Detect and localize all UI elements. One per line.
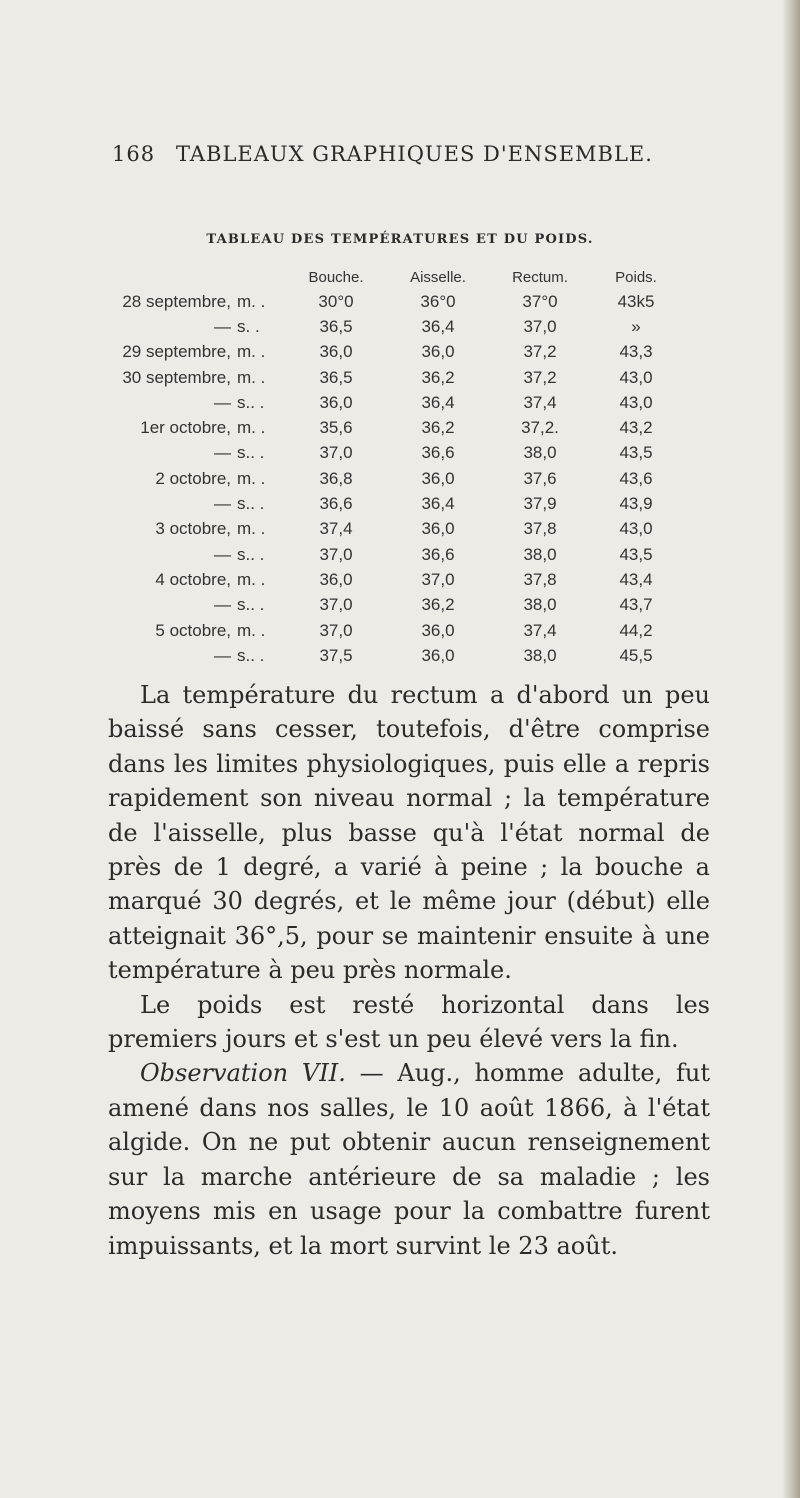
cell-poids: 43,3	[619, 342, 653, 362]
cell-aisselle: 37,0	[421, 569, 455, 589]
table-row	[120, 390, 681, 415]
row-time-of-day: m. .	[237, 418, 266, 438]
row-time-of-day: m. .	[237, 569, 266, 589]
row-time-of-day: m. .	[237, 367, 266, 387]
cell-rectum: 38,0	[523, 595, 557, 615]
row-date: 2 octobre,	[155, 468, 231, 488]
table-header-row	[120, 265, 681, 289]
cell-poids: 43,6	[619, 468, 653, 488]
running-title: TABLEAUX GRAPHIQUES D'ENSEMBLE.	[176, 142, 653, 166]
temperature-weight-table	[120, 265, 681, 668]
row-time-of-day: s.. .	[237, 595, 265, 615]
row-date: 30 septembre,	[122, 367, 231, 387]
row-date: 4 octobre,	[155, 569, 231, 589]
cell-rectum: 37°0	[522, 291, 558, 311]
row-time-of-day: m. .	[237, 468, 266, 488]
cell-bouche: 37,0	[319, 595, 353, 615]
cell-aisselle: 36,4	[421, 494, 455, 514]
cell-poids: 45,5	[619, 645, 653, 665]
column-header-rectum: Rectum.	[512, 268, 568, 286]
cell-rectum: 37,9	[523, 494, 557, 514]
cell-poids: 43,0	[619, 392, 653, 412]
cell-aisselle: 36,2	[421, 595, 455, 615]
cell-aisselle: 36,0	[421, 342, 455, 362]
cell-poids: 43,7	[619, 595, 653, 615]
cell-aisselle: 36,2	[421, 418, 455, 438]
row-time-of-day: m. .	[237, 620, 266, 640]
table-row	[120, 415, 681, 440]
row-time-of-day: s.. .	[237, 494, 265, 514]
cell-poids: 44,2	[619, 620, 653, 640]
row-date: —	[214, 443, 231, 463]
cell-bouche: 37,4	[319, 519, 353, 539]
column-header-bouche: Bouche.	[308, 268, 364, 286]
cell-bouche: 36,6	[319, 494, 353, 514]
cell-aisselle: 36,0	[421, 519, 455, 539]
column-header-poids: Poids.	[615, 268, 657, 286]
cell-rectum: 37,2	[523, 367, 557, 387]
cell-rectum: 37,4	[523, 392, 557, 412]
cell-poids: 43,4	[619, 569, 653, 589]
cell-bouche: 36,0	[319, 342, 353, 362]
paragraph-weight: Le poids est resté horizontal dans les premiers jours et s'est un peu élevé vers la fin.	[108, 990, 710, 1054]
row-date: 5 octobre,	[155, 620, 231, 640]
row-date: —	[214, 392, 231, 412]
cell-bouche: 37,0	[319, 544, 353, 564]
column-header-aisselle: Aisselle.	[410, 268, 466, 286]
table-row	[120, 542, 681, 567]
cell-bouche: 30°0	[318, 291, 354, 311]
body-text	[108, 678, 710, 1263]
cell-bouche: 36,0	[319, 392, 353, 412]
page-edge-shadow	[782, 0, 800, 1498]
table-row	[120, 593, 681, 618]
row-date: —	[214, 316, 231, 336]
row-time-of-day: s. .	[237, 316, 260, 336]
row-date: 29 septembre,	[122, 342, 231, 362]
cell-aisselle: 36,0	[421, 468, 455, 488]
table-row	[120, 340, 681, 365]
cell-rectum: 37,0	[523, 316, 557, 336]
table-row	[120, 441, 681, 466]
cell-bouche: 36,0	[319, 569, 353, 589]
cell-bouche: 37,5	[319, 645, 353, 665]
table-row	[120, 643, 681, 668]
cell-poids: 43,0	[619, 519, 653, 539]
table-row	[120, 466, 681, 491]
page-number: 168	[112, 142, 156, 166]
table-row	[120, 517, 681, 542]
running-header	[112, 142, 653, 166]
cell-bouche: 36,5	[319, 316, 353, 336]
cell-rectum: 37,4	[523, 620, 557, 640]
row-time-of-day: s.. .	[237, 443, 265, 463]
cell-rectum: 38,0	[523, 645, 557, 665]
cell-aisselle: 36°0	[420, 291, 456, 311]
row-time-of-day: m. .	[237, 519, 266, 539]
cell-aisselle: 36,6	[421, 443, 455, 463]
table-row	[120, 618, 681, 643]
cell-bouche: 35,6	[319, 418, 353, 438]
cell-poids: 43,5	[619, 443, 653, 463]
cell-rectum: 37,6	[523, 468, 557, 488]
row-time-of-day: m. .	[237, 342, 266, 362]
table-row	[120, 567, 681, 592]
row-date: —	[214, 645, 231, 665]
cell-rectum: 38,0	[523, 443, 557, 463]
cell-aisselle: 36,4	[421, 316, 455, 336]
observation-label: Observation VII.	[140, 1059, 346, 1088]
cell-aisselle: 36,2	[421, 367, 455, 387]
cell-poids: 43,9	[619, 494, 653, 514]
cell-poids: 43,5	[619, 544, 653, 564]
row-time-of-day: s.. .	[237, 645, 265, 665]
cell-aisselle: 36,0	[421, 620, 455, 640]
cell-poids: »	[631, 316, 641, 336]
cell-rectum: 37,8	[523, 569, 557, 589]
cell-aisselle: 36,4	[421, 392, 455, 412]
cell-aisselle: 36,0	[421, 645, 455, 665]
cell-rectum: 37,2	[523, 342, 557, 362]
row-time-of-day: s.. .	[237, 392, 265, 412]
cell-aisselle: 36,6	[421, 544, 455, 564]
row-date: —	[214, 595, 231, 615]
row-date: —	[214, 494, 231, 514]
row-time-of-day: m. .	[237, 291, 266, 311]
cell-rectum: 37,2.	[521, 418, 559, 438]
cell-bouche: 36,5	[319, 367, 353, 387]
cell-poids: 43,2	[619, 418, 653, 438]
row-date: 1er octobre,	[140, 418, 231, 438]
table-title: TABLEAU DES TEMPÉRATURES ET DU POIDS.	[206, 232, 594, 247]
paragraph-observation	[108, 1056, 710, 1262]
cell-poids: 43,0	[619, 367, 653, 387]
observation-text: — Aug., homme adulte, fut amené dans nos salles, le 10 août 1866, à l'état algide. On ne put obtenir aucun renseignement sur la marche antérieure de sa maladie ; les moyens mis en usage pour la combattre furent impuissants, et la mort survint le 23 août.	[108, 1059, 710, 1260]
cell-bouche: 37,0	[319, 620, 353, 640]
row-date: 3 octobre,	[155, 519, 231, 539]
table-row	[120, 365, 681, 390]
cell-rectum: 38,0	[523, 544, 557, 564]
cell-poids: 43k5	[617, 291, 655, 311]
cell-rectum: 37,8	[523, 519, 557, 539]
paragraph-temperature: La température du rectum a d'abord un peu baissé sans cesser, toutefois, d'être comprise dans les limites physiologiques, puis elle a repris rapidement son niveau normal ; la température de l'aisselle, plus basse qu'à l'état normal de près de 1 degré, a varié à peine ; la bouche a marqué 30 degrés, et le même jour (début) elle atteignait 36°,5, pour se maintenir ensuite à une température à peu près normale.	[108, 681, 710, 985]
cell-bouche: 36,8	[319, 468, 353, 488]
row-time-of-day: s.. .	[237, 544, 265, 564]
table-row	[120, 289, 681, 314]
table-row	[120, 491, 681, 516]
table-row	[120, 314, 681, 339]
row-date: 28 septembre,	[122, 291, 231, 311]
row-date: —	[214, 544, 231, 564]
cell-bouche: 37,0	[319, 443, 353, 463]
